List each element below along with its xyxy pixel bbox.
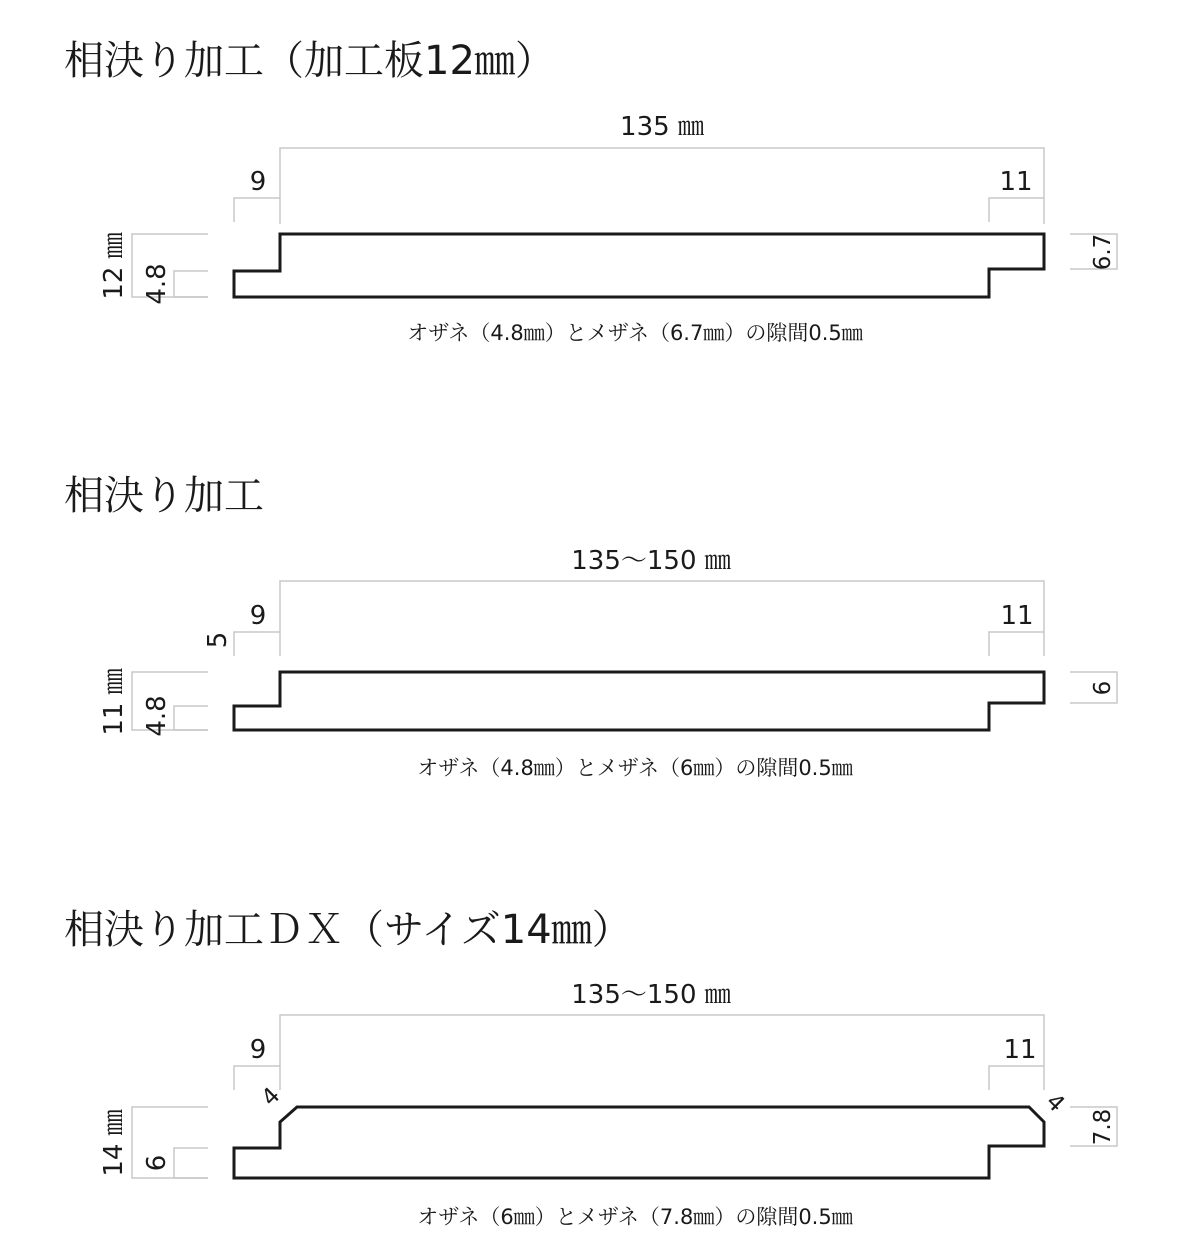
- section-3-left-lip-label: 9: [249, 1035, 267, 1065]
- section-3-right-tongue-label: 7.8: [1090, 1108, 1116, 1146]
- section-2: [64, 473, 1117, 780]
- section-3-right-lip-label: 11: [1003, 1035, 1037, 1065]
- section-3-left-lip-bracket: [234, 1066, 280, 1090]
- section-1-width-label: 135 ㎜: [620, 112, 704, 142]
- section-2-left-lip-bracket: [234, 632, 280, 656]
- section-3-left-tongue-bracket: [174, 1148, 208, 1178]
- section-1-width-bracket: [280, 148, 1044, 224]
- section-2-right-lip-bracket: [989, 632, 1044, 656]
- section-1-board-profile: [234, 234, 1044, 297]
- section-1-left-tongue-label: 4.8: [142, 263, 172, 305]
- section-3-width-bracket: [280, 1015, 1044, 1090]
- section-3-chamfer-left-label: 4: [256, 1082, 286, 1112]
- section-1-left-lip-bracket: [234, 198, 280, 222]
- section-3-chamfer-right-label: 4: [1040, 1088, 1070, 1118]
- section-3: [64, 907, 1117, 1229]
- section-3-board-profile: [234, 1107, 1044, 1178]
- section-1-right-lip-bracket: [989, 198, 1044, 222]
- section-2-right-tongue-label: 6: [1090, 680, 1116, 696]
- section-1-left-tongue-bracket: [174, 271, 208, 297]
- section-3-right-lip-bracket: [989, 1066, 1044, 1090]
- section-1-right-lip-label: 11: [999, 167, 1033, 197]
- section-1-note: オザネ（4.8㎜）とメザネ（6.7㎜）の隙間0.5㎜: [407, 321, 863, 345]
- section-3-thickness-label: 14 ㎜: [99, 1109, 129, 1177]
- section-1: [64, 38, 1117, 345]
- section-2-left-tongue-label: 4.8: [142, 695, 172, 737]
- section-3-left-tongue-label: 6: [142, 1154, 172, 1172]
- section-2-left-lip-label: 9: [249, 601, 267, 631]
- section-2-right-lip-label: 11: [1000, 601, 1034, 631]
- section-1-title: 相決り加工（加工板12㎜）: [64, 38, 555, 84]
- section-2-board-profile: [234, 672, 1044, 730]
- section-2-left-tongue-bracket: [174, 706, 208, 730]
- section-3-title: 相決り加工ＤＸ（サイズ14㎜）: [64, 907, 632, 953]
- section-2-width-label: 135〜150 ㎜: [571, 546, 731, 576]
- section-2-title: 相決り加工: [64, 473, 264, 519]
- section-3-note: オザネ（6㎜）とメザネ（7.8㎜）の隙間0.5㎜: [417, 1205, 853, 1229]
- section-2-width-bracket: [280, 581, 1044, 656]
- section-2-note: オザネ（4.8㎜）とメザネ（6㎜）の隙間0.5㎜: [417, 756, 853, 780]
- section-1-right-tongue-label: 6.7: [1090, 233, 1116, 271]
- section-2-thickness-label: 11 ㎜: [99, 668, 129, 736]
- section-1-thickness-label: 12 ㎜: [99, 232, 129, 300]
- section-3-width-label: 135〜150 ㎜: [571, 980, 731, 1010]
- section-2-top-step-label: 5: [203, 631, 233, 649]
- section-1-left-lip-label: 9: [249, 167, 267, 197]
